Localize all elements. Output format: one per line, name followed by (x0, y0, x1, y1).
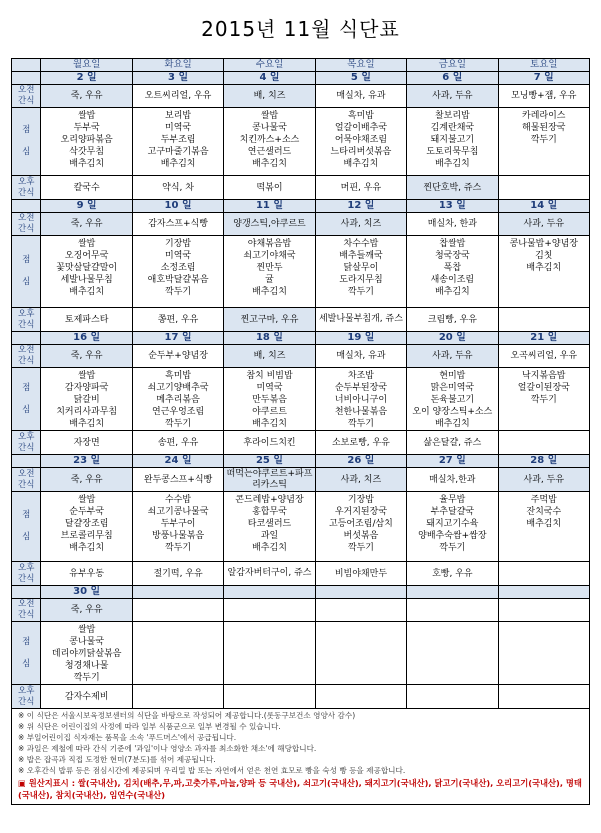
lunch-dish: 콩나물밥+양념장 (509, 239, 578, 249)
afternoon-snack-cell (498, 562, 589, 586)
lunch-dish: 고등어조림/삼치 (328, 519, 393, 529)
lunch-dish: 귤 (265, 275, 274, 285)
lunch-dish: 배추김치 (160, 159, 196, 169)
lunch-label: 점 심 (12, 368, 41, 431)
date-cell: 30 일 (41, 586, 132, 599)
lunch-dish: 미역국 (165, 251, 192, 261)
lunch-dish: 느타리버섯볶음 (330, 147, 392, 157)
date-row-label (12, 455, 41, 468)
lunch-dish: 차수수밥 (343, 239, 379, 249)
date-cell: 5 일 (315, 72, 406, 85)
morning-snack-cell (315, 599, 406, 622)
date-cell: 27 일 (407, 455, 498, 468)
lunch-dish: 두부국 (73, 123, 100, 133)
morning-snack-cell: 감자스프+식빵 (132, 213, 223, 236)
lunch-cell (407, 236, 498, 308)
date-row-label (12, 72, 41, 85)
note-line: ※ 밥은 잡곡과 직접 도정한 현미(7분도)를 섞어 제공됩니다. (18, 755, 216, 764)
afternoon-snack-label: 오후 간식 (12, 176, 41, 200)
lunch-dish: 홍합무국 (252, 507, 287, 517)
lunch-dish: 치커리사과무침 (56, 407, 118, 417)
lunch-dish: 새송이조림 (430, 275, 475, 285)
date-cell: 7 일 (498, 72, 589, 85)
afternoon-snack-cell: 삶은달걀, 쥬스 (407, 431, 498, 455)
lunch-dish: 잔치국수 (526, 507, 562, 517)
page-title: 2015년 11월 식단표 (201, 17, 400, 41)
date-cell: 26 일 (315, 455, 406, 468)
lunch-dish: 배추김치 (252, 287, 287, 297)
lunch-cell (224, 622, 315, 685)
lunch-dish: 배추김치 (69, 159, 105, 169)
lunch-cell (132, 492, 223, 562)
lunch-dish: 메추리볶음 (156, 395, 200, 405)
afternoon-snack-label: 오후 간식 (12, 562, 41, 586)
lunch-dish: 삭갓무침 (69, 147, 105, 157)
morning-snack-label: 오전 간식 (12, 468, 41, 492)
lunch-cell (498, 622, 589, 685)
afternoon-snack-cell (498, 308, 589, 332)
afternoon-snack-row (12, 562, 590, 586)
morning-snack-cell: 완두콩스프+식빵 (132, 468, 223, 492)
lunch-dish: 차조밥 (347, 371, 374, 381)
afternoon-snack-cell (498, 685, 589, 709)
morning-snack-cell: 사과, 두유 (407, 85, 498, 108)
lunch-dish: 데리야끼닭살볶음 (51, 649, 122, 659)
morning-snack-label: 오전 간식 (12, 599, 41, 622)
lunch-dish: 찰보리밥 (434, 111, 470, 121)
date-row-label (12, 200, 41, 213)
lunch-dish: 율무밥 (439, 495, 466, 505)
lunch-dish: 소정조림 (160, 263, 196, 273)
morning-snack-cell: 순두부+양념장 (132, 345, 223, 368)
date-cell: 25 일 (224, 455, 315, 468)
lunch-dish: 깍두기 (165, 543, 192, 553)
lunch-dish: 얼갈이배추국 (334, 123, 388, 133)
lunch-label: 점 심 (12, 622, 41, 685)
lunch-dish: 오징어무국 (64, 251, 109, 261)
afternoon-snack-cell: 칼국수 (41, 176, 132, 200)
lunch-dish: 낙지볶음밥 (522, 371, 566, 381)
morning-snack-row (12, 345, 590, 368)
afternoon-snack-cell: 찐단호박, 쥬스 (407, 176, 498, 200)
date-row (12, 455, 590, 468)
lunch-cell (407, 622, 498, 685)
lunch-dish: 주먹밥 (530, 495, 557, 505)
date-cell: 28 일 (498, 455, 589, 468)
lunch-dish: 청국장국 (434, 251, 470, 261)
lunch-cell (224, 236, 315, 308)
lunch-dish: 청경채나물 (64, 661, 109, 671)
lunch-dish: 참치 비빔밥 (246, 371, 293, 381)
morning-snack-cell: 떠먹는야쿠르트+파프리카스틱 (224, 468, 315, 492)
note-line: ※ 오후간식 밥류 등은 점심시간에 제공되며 우리밀 밥 또는 자연에서 얻은 천연 효모로 빵을 숙성 빵 등을 제공합니다. (18, 766, 406, 775)
lunch-dish: 배추김치 (526, 519, 562, 529)
afternoon-snack-row (12, 308, 590, 332)
lunch-row (12, 368, 590, 431)
afternoon-snack-cell: 후라이드치킨 (224, 431, 315, 455)
afternoon-snack-cell: 감자수제비 (41, 685, 132, 709)
lunch-dish: 깍두기 (347, 287, 374, 297)
date-cell (132, 586, 223, 599)
lunch-dish: 야쿠르트 (252, 407, 287, 417)
morning-snack-cell: 죽, 우유 (41, 468, 132, 492)
afternoon-snack-cell: 자장면 (41, 431, 132, 455)
lunch-dish: 기장밥 (165, 239, 192, 249)
date-cell: 12 일 (315, 200, 406, 213)
morning-snack-row (12, 599, 590, 622)
morning-snack-cell (407, 599, 498, 622)
lunch-dish: 우거지된장국 (334, 507, 388, 517)
lunch-dish: 돼지고기수육 (426, 519, 479, 529)
date-cell: 13 일 (407, 200, 498, 213)
lunch-dish: 흑미밥 (165, 371, 192, 381)
date-cell (224, 586, 315, 599)
lunch-dish: 배추김치 (252, 159, 287, 169)
morning-snack-cell: 죽, 우유 (41, 85, 132, 108)
afternoon-snack-cell: 세발나물부침개, 쥬스 (315, 308, 406, 332)
lunch-dish: 배추김치 (69, 287, 105, 297)
morning-snack-cell (498, 599, 589, 622)
lunch-dish: 배추김치 (252, 543, 287, 553)
date-cell: 9 일 (41, 200, 132, 213)
morning-snack-cell: 매실차, 유과 (315, 85, 406, 108)
morning-snack-cell: 죽, 우유 (41, 213, 132, 236)
morning-snack-cell: 모닝빵+잼, 우유 (498, 85, 589, 108)
lunch-cell (132, 622, 223, 685)
lunch-dish: 깍두기 (165, 287, 192, 297)
lunch-dish: 야채볶음밥 (247, 239, 292, 249)
lunch-dish: 세발나물무침 (60, 275, 113, 285)
date-cell: 3 일 (132, 72, 223, 85)
lunch-label: 점 심 (12, 108, 41, 176)
lunch-dish: 깍두기 (347, 543, 374, 553)
lunch-dish: 달걀장조림 (64, 519, 109, 529)
lunch-dish: 돼지불고기 (430, 135, 475, 145)
weekday-header-row (12, 59, 590, 72)
afternoon-snack-row (12, 685, 590, 709)
afternoon-snack-cell: 소보로빵, 우유 (315, 431, 406, 455)
lunch-dish: 도라지무침 (339, 275, 383, 285)
lunch-dish: 감자양파국 (64, 383, 109, 393)
date-cell: 2 일 (41, 72, 132, 85)
date-cell (498, 586, 589, 599)
lunch-dish: 연근우엉조림 (152, 407, 205, 417)
lunch-dish: 고구마줄기볶음 (147, 147, 209, 157)
date-row (12, 72, 590, 85)
date-cell: 24 일 (132, 455, 223, 468)
date-cell: 4 일 (224, 72, 315, 85)
date-cell: 17 일 (132, 332, 223, 345)
afternoon-snack-cell: 송편, 우유 (132, 431, 223, 455)
lunch-dish: 치킨까스+소스 (239, 135, 300, 145)
lunch-dish: 어묵야채조림 (334, 135, 388, 145)
date-cell: 6 일 (407, 72, 498, 85)
lunch-dish: 양배추숙쌈+쌈장 (418, 531, 487, 541)
afternoon-snack-row (12, 431, 590, 455)
lunch-cell (41, 368, 132, 431)
lunch-dish: 닭살무이 (343, 263, 379, 273)
lunch-row (12, 492, 590, 562)
afternoon-snack-label: 오후 간식 (12, 308, 41, 332)
morning-snack-cell: 사과, 치즈 (315, 468, 406, 492)
lunch-dish: 배추김치 (434, 159, 470, 169)
morning-snack-cell: 사과, 두유 (498, 213, 589, 236)
afternoon-snack-cell: 유부우동 (41, 562, 132, 586)
lunch-dish: 얼갈이된장국 (517, 383, 570, 393)
date-cell: 18 일 (224, 332, 315, 345)
lunch-cell (407, 108, 498, 176)
lunch-dish: 과일 (260, 531, 279, 541)
afternoon-snack-cell (224, 685, 315, 709)
date-cell: 14 일 (498, 200, 589, 213)
lunch-dish: 배추김치 (343, 159, 379, 169)
lunch-dish: 콘드레밥+양념장 (235, 495, 304, 505)
corner-cell (12, 59, 41, 72)
lunch-cell (224, 108, 315, 176)
lunch-dish: 오리양파볶음 (60, 135, 113, 145)
date-cell: 20 일 (407, 332, 498, 345)
lunch-cell (132, 368, 223, 431)
lunch-dish: 미역국 (165, 123, 192, 133)
lunch-dish: 쇠고기야채국 (243, 251, 296, 261)
date-cell: 16 일 (41, 332, 132, 345)
lunch-dish: 현미밥 (439, 371, 466, 381)
morning-snack-cell: 매실차, 한과 (407, 213, 498, 236)
afternoon-snack-label: 오후 간식 (12, 685, 41, 709)
morning-snack-cell (132, 599, 223, 622)
lunch-cell (224, 492, 315, 562)
meal-plan-table (11, 58, 590, 709)
lunch-dish: 흑미밥 (347, 111, 374, 121)
lunch-cell (498, 368, 589, 431)
afternoon-snack-cell: 크림빵, 우유 (407, 308, 498, 332)
weekday-header: 토요일 (498, 59, 589, 72)
lunch-dish: 깍두기 (73, 673, 100, 683)
afternoon-snack-cell (132, 685, 223, 709)
lunch-dish: 쌀밥 (77, 239, 96, 249)
lunch-cell (498, 492, 589, 562)
lunch-dish: 천한나물볶음 (334, 407, 388, 417)
lunch-dish: 쌀밥 (260, 111, 279, 121)
date-row-label (12, 332, 41, 345)
lunch-dish: 꽃맛살달걀말이 (56, 263, 118, 273)
lunch-dish: 쌀밥 (77, 111, 96, 121)
lunch-dish: 만두볶음 (252, 395, 287, 405)
lunch-cell (315, 492, 406, 562)
lunch-dish: 김계란채국 (430, 123, 475, 133)
afternoon-snack-label: 오후 간식 (12, 431, 41, 455)
morning-snack-label: 오전 간식 (12, 345, 41, 368)
afternoon-snack-cell (498, 431, 589, 455)
lunch-dish: 콩나물국 (252, 123, 287, 133)
lunch-cell (315, 108, 406, 176)
lunch-dish: 김칫 (535, 251, 553, 261)
lunch-dish: 쇠고기양배추국 (147, 383, 209, 393)
lunch-dish: 찹쌀밥 (439, 239, 466, 249)
lunch-dish: 부추달걀국 (430, 507, 475, 517)
weekday-header: 수요일 (224, 59, 315, 72)
morning-snack-cell: 배, 치즈 (224, 85, 315, 108)
lunch-label: 점 심 (12, 236, 41, 308)
lunch-dish: 연근샐러드 (247, 147, 292, 157)
lunch-dish: 오이 양장스틱+소스 (412, 407, 493, 417)
lunch-dish: 배추김치 (526, 263, 562, 273)
lunch-dish: 배추김치 (69, 543, 105, 553)
morning-snack-cell: 사과, 두유 (407, 345, 498, 368)
date-row (12, 332, 590, 345)
lunch-dish: 배추김치 (434, 287, 470, 297)
lunch-dish: 닭갈비 (73, 395, 100, 405)
lunch-cell (224, 368, 315, 431)
lunch-dish: 깍두기 (165, 419, 192, 429)
lunch-dish: 애호박달걀볶음 (147, 275, 209, 285)
lunch-cell (41, 622, 132, 685)
lunch-row (12, 622, 590, 685)
afternoon-snack-cell: 찐고구마, 우유 (224, 308, 315, 332)
lunch-dish: 수수밥 (165, 495, 192, 505)
lunch-cell (41, 108, 132, 176)
morning-snack-cell: 죽, 우유 (41, 599, 132, 622)
lunch-dish: 쌀밥 (77, 495, 96, 505)
lunch-label: 점 심 (12, 492, 41, 562)
lunch-dish: 두부구이 (160, 519, 196, 529)
lunch-cell (41, 492, 132, 562)
afternoon-snack-cell: 비빔야채만두 (315, 562, 406, 586)
lunch-dish: 보리밥 (165, 111, 192, 121)
lunch-cell (315, 622, 406, 685)
lunch-dish: 배추김치 (69, 419, 105, 429)
lunch-cell (315, 236, 406, 308)
note-line: ※ 이 식단은 서울시보육정보센터의 식단을 바탕으로 작성되어 제공합니다.(롯동구보건소 영양사 감수) (18, 711, 356, 720)
notes-section (11, 709, 590, 805)
lunch-cell (407, 368, 498, 431)
lunch-dish: 도토리묵무침 (426, 147, 479, 157)
morning-snack-cell (224, 599, 315, 622)
lunch-dish: 버섯볶음 (343, 531, 379, 541)
afternoon-snack-cell: 호빵, 우유 (407, 562, 498, 586)
date-cell: 19 일 (315, 332, 406, 345)
afternoon-snack-cell: 약식, 차 (132, 176, 223, 200)
lunch-cell (41, 236, 132, 308)
lunch-dish: 너비아니구이 (334, 395, 388, 405)
lunch-dish: 배추김치 (252, 419, 287, 429)
lunch-cell (315, 368, 406, 431)
morning-snack-cell: 사과, 두유 (498, 468, 589, 492)
morning-snack-cell: 양갱스틱,야쿠르트 (224, 213, 315, 236)
lunch-cell (498, 236, 589, 308)
lunch-dish: 폭찹 (443, 263, 462, 273)
lunch-dish: 브로콜리무침 (60, 531, 113, 541)
morning-snack-cell: 오트씨리얼, 우유 (132, 85, 223, 108)
morning-snack-row (12, 468, 590, 492)
afternoon-snack-cell: 토제파스타 (41, 308, 132, 332)
date-cell: 10 일 (132, 200, 223, 213)
note-line: ※ 위 식단은 어린이집의 사정에 따라 일부 식품군으로 일부 변경될 수 있습니다. (18, 722, 281, 731)
lunch-dish: 배추들깨국 (339, 251, 383, 261)
lunch-cell (132, 108, 223, 176)
lunch-dish: 깍두기 (530, 135, 557, 145)
lunch-dish: 깍두기 (530, 395, 557, 405)
weekday-header: 금요일 (407, 59, 498, 72)
lunch-dish: 기장밥 (347, 495, 374, 505)
lunch-dish: 깍두기 (347, 419, 374, 429)
morning-snack-cell: 매실차, 유과 (315, 345, 406, 368)
date-cell: 23 일 (41, 455, 132, 468)
morning-snack-cell: 배, 치즈 (224, 345, 315, 368)
date-row-label (12, 586, 41, 599)
afternoon-snack-cell: 머핀, 우유 (315, 176, 406, 200)
lunch-dish: 돈육불고기 (430, 395, 475, 405)
date-cell: 11 일 (224, 200, 315, 213)
note-line: ※ 과일은 제철에 따라 간식 기준에 '과일'이나 영양소 과자를 최소화한 채소'에 해당합니다. (18, 744, 317, 753)
date-cell: 21 일 (498, 332, 589, 345)
lunch-dish: 찐만두 (256, 263, 283, 273)
lunch-dish: 타코샐러드 (247, 519, 292, 529)
date-row (12, 200, 590, 213)
lunch-dish: 해물된장국 (522, 123, 566, 133)
lunch-dish: 콩나물국 (69, 637, 105, 647)
morning-snack-label: 오전 간식 (12, 85, 41, 108)
afternoon-snack-cell (407, 685, 498, 709)
morning-snack-cell: 오곡씨리얼, 우유 (498, 345, 589, 368)
note-line: ※ 부일어린이집 식자재는 품목을 소속 '푸드머스'에서 공급됩니다. (18, 733, 237, 742)
lunch-dish: 맑은미역국 (430, 383, 475, 393)
lunch-row (12, 236, 590, 308)
morning-snack-row (12, 213, 590, 236)
weekday-header: 목요일 (315, 59, 406, 72)
morning-snack-cell: 죽, 우유 (41, 345, 132, 368)
morning-snack-row (12, 85, 590, 108)
date-cell (315, 586, 406, 599)
afternoon-snack-cell (315, 685, 406, 709)
lunch-dish: 순두부국 (69, 507, 105, 517)
lunch-dish: 배추김치 (434, 419, 470, 429)
lunch-dish: 카레라이스 (522, 111, 566, 121)
lunch-dish: 두부조림 (160, 135, 196, 145)
lunch-dish: 쌀밥 (77, 625, 96, 635)
origin-statement: ▣ 원산지표시 : 쌀(국내산), 김치(배추,무,파,고춧가루,마늘,양파 등 국내산), 쇠고기(국내산), 돼지고기(국내산), 닭고기(국내산), 오리고기(국내산), 명태(국내산), 참치(국내산), 임연수(국내산) (18, 778, 582, 800)
afternoon-snack-cell: 알감자버터구이, 쥬스 (224, 562, 315, 586)
morning-snack-label: 오전 간식 (12, 213, 41, 236)
afternoon-snack-cell: 절기떡, 우유 (132, 562, 223, 586)
lunch-dish: 방풍나물볶음 (152, 531, 205, 541)
afternoon-snack-cell (498, 176, 589, 200)
lunch-dish: 쌀밥 (77, 371, 96, 381)
lunch-dish: 깍두기 (439, 543, 466, 553)
lunch-row (12, 108, 590, 176)
morning-snack-cell: 매실차,한과 (407, 468, 498, 492)
lunch-cell (498, 108, 589, 176)
afternoon-snack-cell: 쫑편, 우유 (132, 308, 223, 332)
lunch-dish: 순두부된장국 (334, 383, 388, 393)
weekday-header: 화요일 (132, 59, 223, 72)
lunch-dish: 쇠고기콩나물국 (147, 507, 209, 517)
afternoon-snack-row (12, 176, 590, 200)
lunch-cell (132, 236, 223, 308)
morning-snack-cell: 사과, 치즈 (315, 213, 406, 236)
date-cell (407, 586, 498, 599)
lunch-cell (407, 492, 498, 562)
afternoon-snack-cell: 떡볶이 (224, 176, 315, 200)
weekday-header: 월요일 (41, 59, 132, 72)
lunch-dish: 미역국 (256, 383, 283, 393)
date-row (12, 586, 590, 599)
